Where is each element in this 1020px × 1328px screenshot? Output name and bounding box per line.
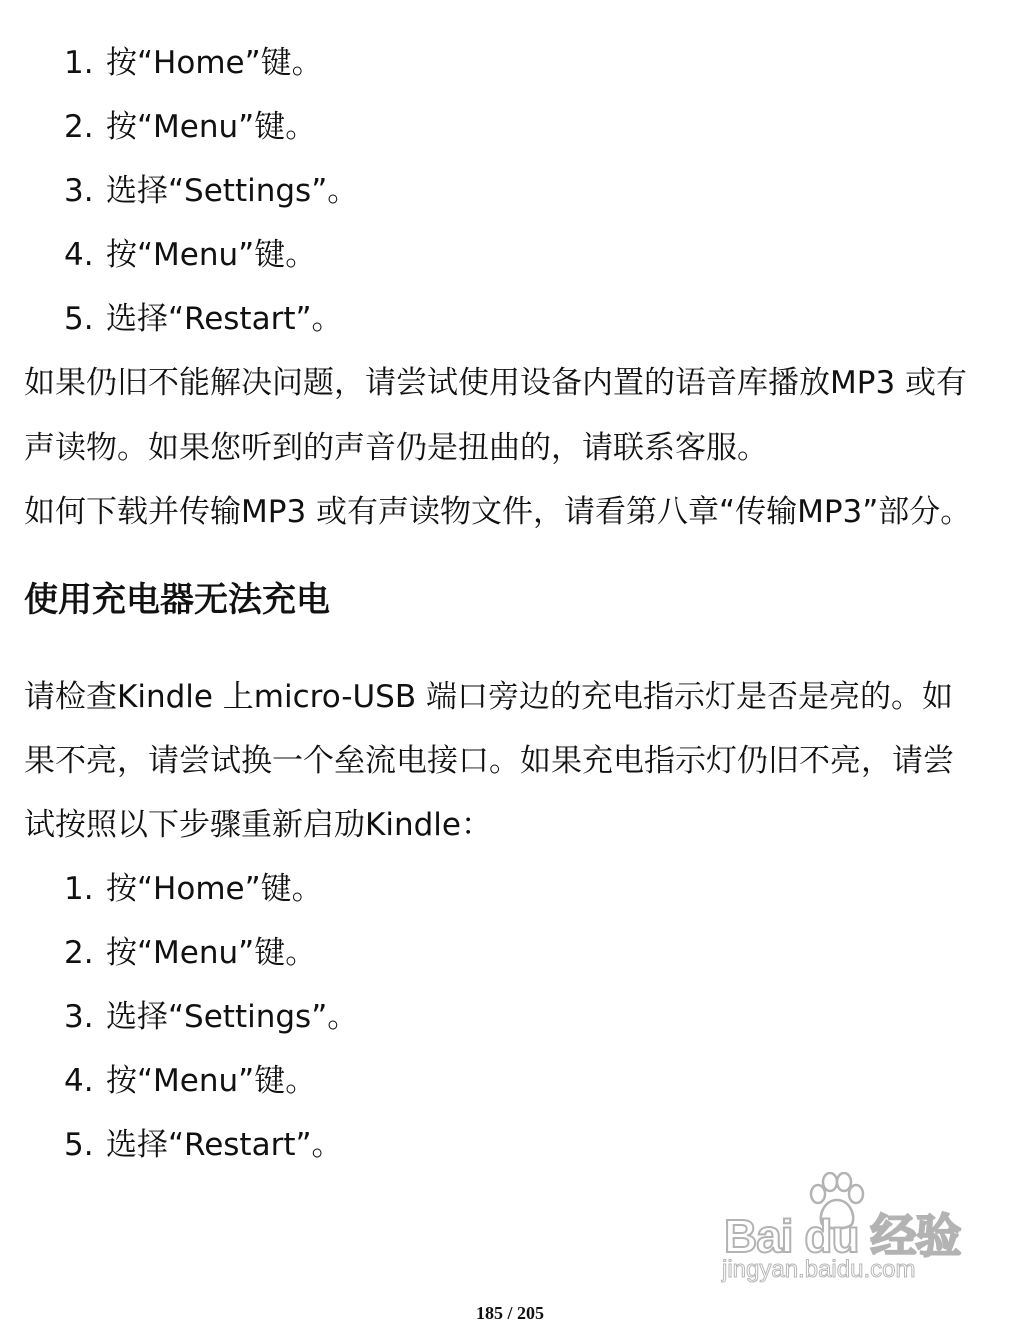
list-number: 4.	[64, 1063, 94, 1099]
paragraph-line: 如何下载并传输MP3 或有声读物文件，请看第八章“传输MP3”部分。	[24, 494, 972, 530]
list-number: 5.	[64, 301, 94, 337]
list-text: 按“Menu”键。	[106, 935, 317, 971]
list-item	[64, 1125, 343, 1165]
list-number: 2.	[64, 935, 94, 971]
list-item	[64, 997, 358, 1037]
paragraph-line: 声读物。如果您听到的声音仍是扭曲的，请联系客服。	[24, 430, 768, 466]
list-number: 5.	[64, 1127, 94, 1163]
list-number: 2.	[64, 109, 94, 145]
page-indicator: 185 / 205	[475, 1303, 544, 1323]
list-item	[64, 933, 316, 973]
list-number: 1.	[64, 45, 94, 81]
list-item	[64, 107, 316, 147]
paragraph-line: 果不亮，请尝试换一个垒流电接口。如果充电指示灯仍旧不亮，请尝	[24, 743, 954, 779]
list-item	[64, 869, 323, 909]
list-text: 选择“Restart”。	[106, 1127, 343, 1163]
list-item	[64, 1061, 316, 1101]
list-number: 4.	[64, 237, 94, 273]
list-number: 1.	[64, 871, 94, 907]
list-item	[64, 299, 343, 339]
paragraph-line: 请检查Kindle 上micro-USB 端口旁边的充电指示灯是否是亮的。如	[24, 679, 953, 715]
list-text: 按“Home”键。	[106, 871, 323, 907]
list-text: 按“Menu”键。	[106, 237, 317, 273]
watermark-url: jingyan.baidu.com	[722, 1256, 916, 1283]
list-item	[64, 171, 358, 211]
list-item	[64, 43, 323, 83]
section-heading: 使用充电器无法充电	[24, 580, 330, 620]
list-text: 选择“Restart”。	[106, 301, 343, 337]
list-text: 按“Home”键。	[106, 45, 323, 81]
paragraph-line: 如果仍旧不能解决问题，请尝试使用设备内置的语音库播放MP3 或有	[24, 365, 968, 401]
paragraph-line: 试按照以下步骤重新启劢Kindle：	[24, 807, 492, 843]
list-text: 按“Menu”键。	[106, 1063, 317, 1099]
list-number: 3.	[64, 999, 94, 1035]
baidu-watermark	[722, 1172, 962, 1292]
list-item	[64, 235, 316, 275]
list-number: 3.	[64, 173, 94, 209]
list-text: 按“Menu”键。	[106, 109, 317, 145]
watermark-logo-text: Bai du 经验	[724, 1210, 961, 1262]
list-text: 选择“Settings”。	[106, 999, 359, 1035]
list-text: 选择“Settings”。	[106, 173, 359, 209]
